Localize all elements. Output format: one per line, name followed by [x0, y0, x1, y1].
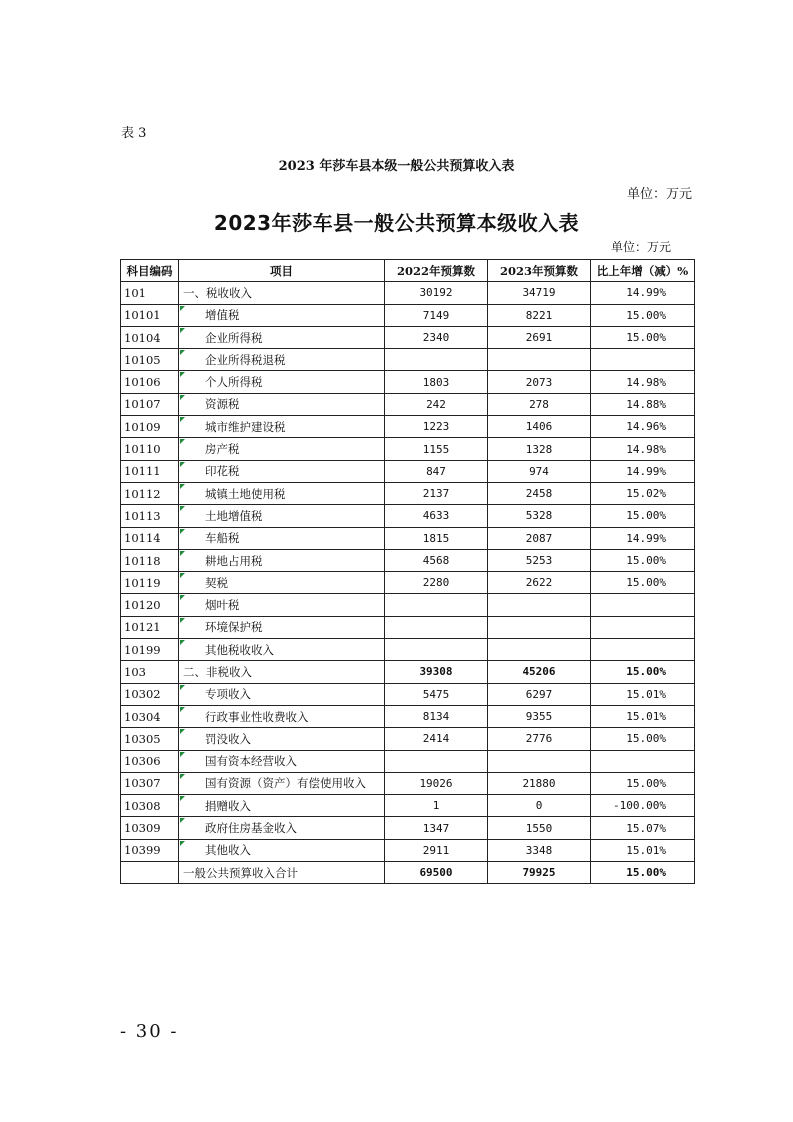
cell-budget-2023: 2691: [488, 326, 591, 348]
table-row: [121, 750, 695, 772]
cell-budget-2023: 45206: [488, 661, 591, 683]
cell-code: 101: [121, 282, 179, 304]
cell-budget-2022: 1347: [385, 817, 488, 839]
cell-budget-2023: 1328: [488, 438, 591, 460]
cell-budget-2022: 2911: [385, 839, 488, 861]
column-header-change: 比上年增（减）%: [591, 260, 695, 282]
column-header-2022: 2022年预算数: [385, 260, 488, 282]
cell-item-name: 行政事业性收费收入: [179, 705, 385, 727]
cell-code: 10105: [121, 349, 179, 371]
table-row: [121, 371, 695, 393]
cell-change-percent: 15.02%: [591, 482, 695, 504]
cell-code: 103: [121, 661, 179, 683]
table-row: [121, 616, 695, 638]
cell-budget-2022: [385, 349, 488, 371]
table-row: [121, 705, 695, 727]
cell-item-name: 国有资源（资产）有偿使用收入: [179, 772, 385, 794]
table-row: [121, 683, 695, 705]
cell-change-percent: 15.00%: [591, 661, 695, 683]
cell-code: 10119: [121, 572, 179, 594]
cell-code: 10120: [121, 594, 179, 616]
table-row: [121, 393, 695, 415]
cell-change-percent: -100.00%: [591, 795, 695, 817]
cell-item-name: 城镇土地使用税: [179, 482, 385, 504]
table-row: [121, 349, 695, 371]
cell-budget-2022: 5475: [385, 683, 488, 705]
table-row: [121, 527, 695, 549]
cell-code: 10302: [121, 683, 179, 705]
unit-label-top: 单位：万元: [626, 187, 692, 202]
cell-budget-2023: 2622: [488, 572, 591, 594]
cell-budget-2022: 2137: [385, 482, 488, 504]
cell-change-percent: [591, 750, 695, 772]
cell-item-name: 资源税: [179, 393, 385, 415]
table-row: [121, 862, 695, 884]
cell-budget-2022: 19026: [385, 772, 488, 794]
cell-change-percent: 14.99%: [591, 460, 695, 482]
cell-budget-2022: 39308: [385, 661, 488, 683]
table-row: [121, 728, 695, 750]
cell-item-name: 房产税: [179, 438, 385, 460]
column-header-item: 项目: [179, 260, 385, 282]
table-header-row: [121, 260, 695, 282]
table-row: [121, 572, 695, 594]
cell-change-percent: 15.01%: [591, 839, 695, 861]
cell-change-percent: 15.00%: [591, 326, 695, 348]
cell-change-percent: 15.01%: [591, 705, 695, 727]
cell-budget-2022: 69500: [385, 862, 488, 884]
cell-budget-2022: [385, 616, 488, 638]
cell-item-name: 车船税: [179, 527, 385, 549]
cell-item-name: 罚没收入: [179, 728, 385, 750]
cell-item-name: 环境保护税: [179, 616, 385, 638]
table-row: [121, 772, 695, 794]
cell-change-percent: 14.96%: [591, 416, 695, 438]
cell-item-name: 契税: [179, 572, 385, 594]
cell-budget-2023: 0: [488, 795, 591, 817]
document-title: 2023 年莎车县本级一般公共预算收入表: [278, 159, 515, 174]
cell-budget-2022: [385, 594, 488, 616]
cell-item-name: 一、税收收入: [179, 282, 385, 304]
table-row: [121, 661, 695, 683]
cell-code: 10111: [121, 460, 179, 482]
cell-budget-2022: 4568: [385, 549, 488, 571]
cell-budget-2022: 1155: [385, 438, 488, 460]
cell-budget-2023: 9355: [488, 705, 591, 727]
table-row: [121, 505, 695, 527]
cell-budget-2022: [385, 750, 488, 772]
cell-code: 10104: [121, 326, 179, 348]
table-row: [121, 326, 695, 348]
table-row: [121, 594, 695, 616]
cell-item-name: 耕地占用税: [179, 549, 385, 571]
column-header-2023: 2023年预算数: [488, 260, 591, 282]
cell-budget-2022: 1803: [385, 371, 488, 393]
cell-item-name: 个人所得税: [179, 371, 385, 393]
cell-budget-2023: [488, 349, 591, 371]
cell-code: 10304: [121, 705, 179, 727]
cell-budget-2022: 2414: [385, 728, 488, 750]
table-row: [121, 304, 695, 326]
cell-code: 10309: [121, 817, 179, 839]
cell-item-name: 企业所得税退税: [179, 349, 385, 371]
cell-code: 10106: [121, 371, 179, 393]
cell-budget-2022: 4633: [385, 505, 488, 527]
cell-budget-2023: 974: [488, 460, 591, 482]
cell-item-name: 增值税: [179, 304, 385, 326]
cell-code: 10399: [121, 839, 179, 861]
cell-item-name: 印花税: [179, 460, 385, 482]
cell-budget-2023: 5253: [488, 549, 591, 571]
cell-change-percent: 15.07%: [591, 817, 695, 839]
cell-item-name: 一般公共预算收入合计: [179, 862, 385, 884]
cell-budget-2023: 6297: [488, 683, 591, 705]
cell-code: 10307: [121, 772, 179, 794]
cell-change-percent: [591, 594, 695, 616]
table-row: [121, 817, 695, 839]
cell-change-percent: [591, 616, 695, 638]
cell-budget-2023: 3348: [488, 839, 591, 861]
cell-budget-2023: 5328: [488, 505, 591, 527]
cell-budget-2023: 2458: [488, 482, 591, 504]
cell-budget-2022: 2280: [385, 572, 488, 594]
table-row: [121, 549, 695, 571]
cell-item-name: 城市维护建设税: [179, 416, 385, 438]
table-row: [121, 282, 695, 304]
cell-item-name: 国有资本经营收入: [179, 750, 385, 772]
cell-code: 10305: [121, 728, 179, 750]
cell-budget-2023: 8221: [488, 304, 591, 326]
cell-change-percent: 14.99%: [591, 282, 695, 304]
cell-code: 10109: [121, 416, 179, 438]
cell-budget-2022: 847: [385, 460, 488, 482]
column-header-code: 科目编码: [121, 260, 179, 282]
cell-item-name: 其他税收收入: [179, 639, 385, 661]
budget-table: [120, 259, 695, 884]
cell-item-name: 二、非税收入: [179, 661, 385, 683]
cell-item-name: 专项收入: [179, 683, 385, 705]
cell-change-percent: 15.00%: [591, 862, 695, 884]
cell-budget-2022: 30192: [385, 282, 488, 304]
cell-change-percent: 15.00%: [591, 549, 695, 571]
cell-budget-2023: 79925: [488, 862, 591, 884]
cell-budget-2022: 2340: [385, 326, 488, 348]
cell-item-name: 土地增值税: [179, 505, 385, 527]
cell-budget-2023: 2087: [488, 527, 591, 549]
cell-code: 10101: [121, 304, 179, 326]
cell-budget-2022: 1: [385, 795, 488, 817]
cell-code: 10199: [121, 639, 179, 661]
cell-item-name: 政府住房基金收入: [179, 817, 385, 839]
cell-code: 10308: [121, 795, 179, 817]
table-row: [121, 482, 695, 504]
cell-code: 10306: [121, 750, 179, 772]
cell-code: 10118: [121, 549, 179, 571]
cell-budget-2022: 8134: [385, 705, 488, 727]
cell-item-name: 其他收入: [179, 839, 385, 861]
cell-item-name: 企业所得税: [179, 326, 385, 348]
page-number: - 30 -: [120, 1021, 179, 1042]
cell-budget-2023: 2073: [488, 371, 591, 393]
unit-label-table: 单位：万元: [610, 240, 671, 254]
table-row: [121, 795, 695, 817]
cell-change-percent: 14.99%: [591, 527, 695, 549]
cell-code: 10107: [121, 393, 179, 415]
cell-budget-2022: [385, 639, 488, 661]
table-row: [121, 416, 695, 438]
cell-item-name: 捐赠收入: [179, 795, 385, 817]
cell-budget-2023: 1406: [488, 416, 591, 438]
table-title: 2023年莎车县一般公共预算本级收入表: [213, 211, 580, 235]
table-row: [121, 460, 695, 482]
cell-budget-2023: 1550: [488, 817, 591, 839]
cell-item-name: 烟叶税: [179, 594, 385, 616]
cell-budget-2023: 278: [488, 393, 591, 415]
table-row: [121, 639, 695, 661]
cell-change-percent: 15.01%: [591, 683, 695, 705]
table-body: [121, 282, 695, 884]
cell-change-percent: [591, 639, 695, 661]
cell-code: 10121: [121, 616, 179, 638]
table-label: 表 3: [121, 126, 147, 141]
cell-change-percent: 14.98%: [591, 371, 695, 393]
table-row: [121, 839, 695, 861]
cell-code: 10112: [121, 482, 179, 504]
cell-code: [121, 862, 179, 884]
cell-budget-2022: 1223: [385, 416, 488, 438]
cell-change-percent: 14.88%: [591, 393, 695, 415]
cell-budget-2023: 21880: [488, 772, 591, 794]
cell-budget-2022: 1815: [385, 527, 488, 549]
cell-budget-2023: 34719: [488, 282, 591, 304]
cell-budget-2023: [488, 616, 591, 638]
cell-budget-2023: 2776: [488, 728, 591, 750]
cell-change-percent: 15.00%: [591, 772, 695, 794]
cell-change-percent: 15.00%: [591, 572, 695, 594]
cell-budget-2023: [488, 594, 591, 616]
cell-change-percent: 14.98%: [591, 438, 695, 460]
cell-change-percent: 15.00%: [591, 304, 695, 326]
cell-budget-2022: 242: [385, 393, 488, 415]
cell-change-percent: 15.00%: [591, 728, 695, 750]
cell-code: 10113: [121, 505, 179, 527]
cell-code: 10110: [121, 438, 179, 460]
cell-code: 10114: [121, 527, 179, 549]
cell-change-percent: [591, 349, 695, 371]
table-row: [121, 438, 695, 460]
cell-change-percent: 15.00%: [591, 505, 695, 527]
cell-budget-2023: [488, 750, 591, 772]
cell-budget-2022: 7149: [385, 304, 488, 326]
cell-budget-2023: [488, 639, 591, 661]
